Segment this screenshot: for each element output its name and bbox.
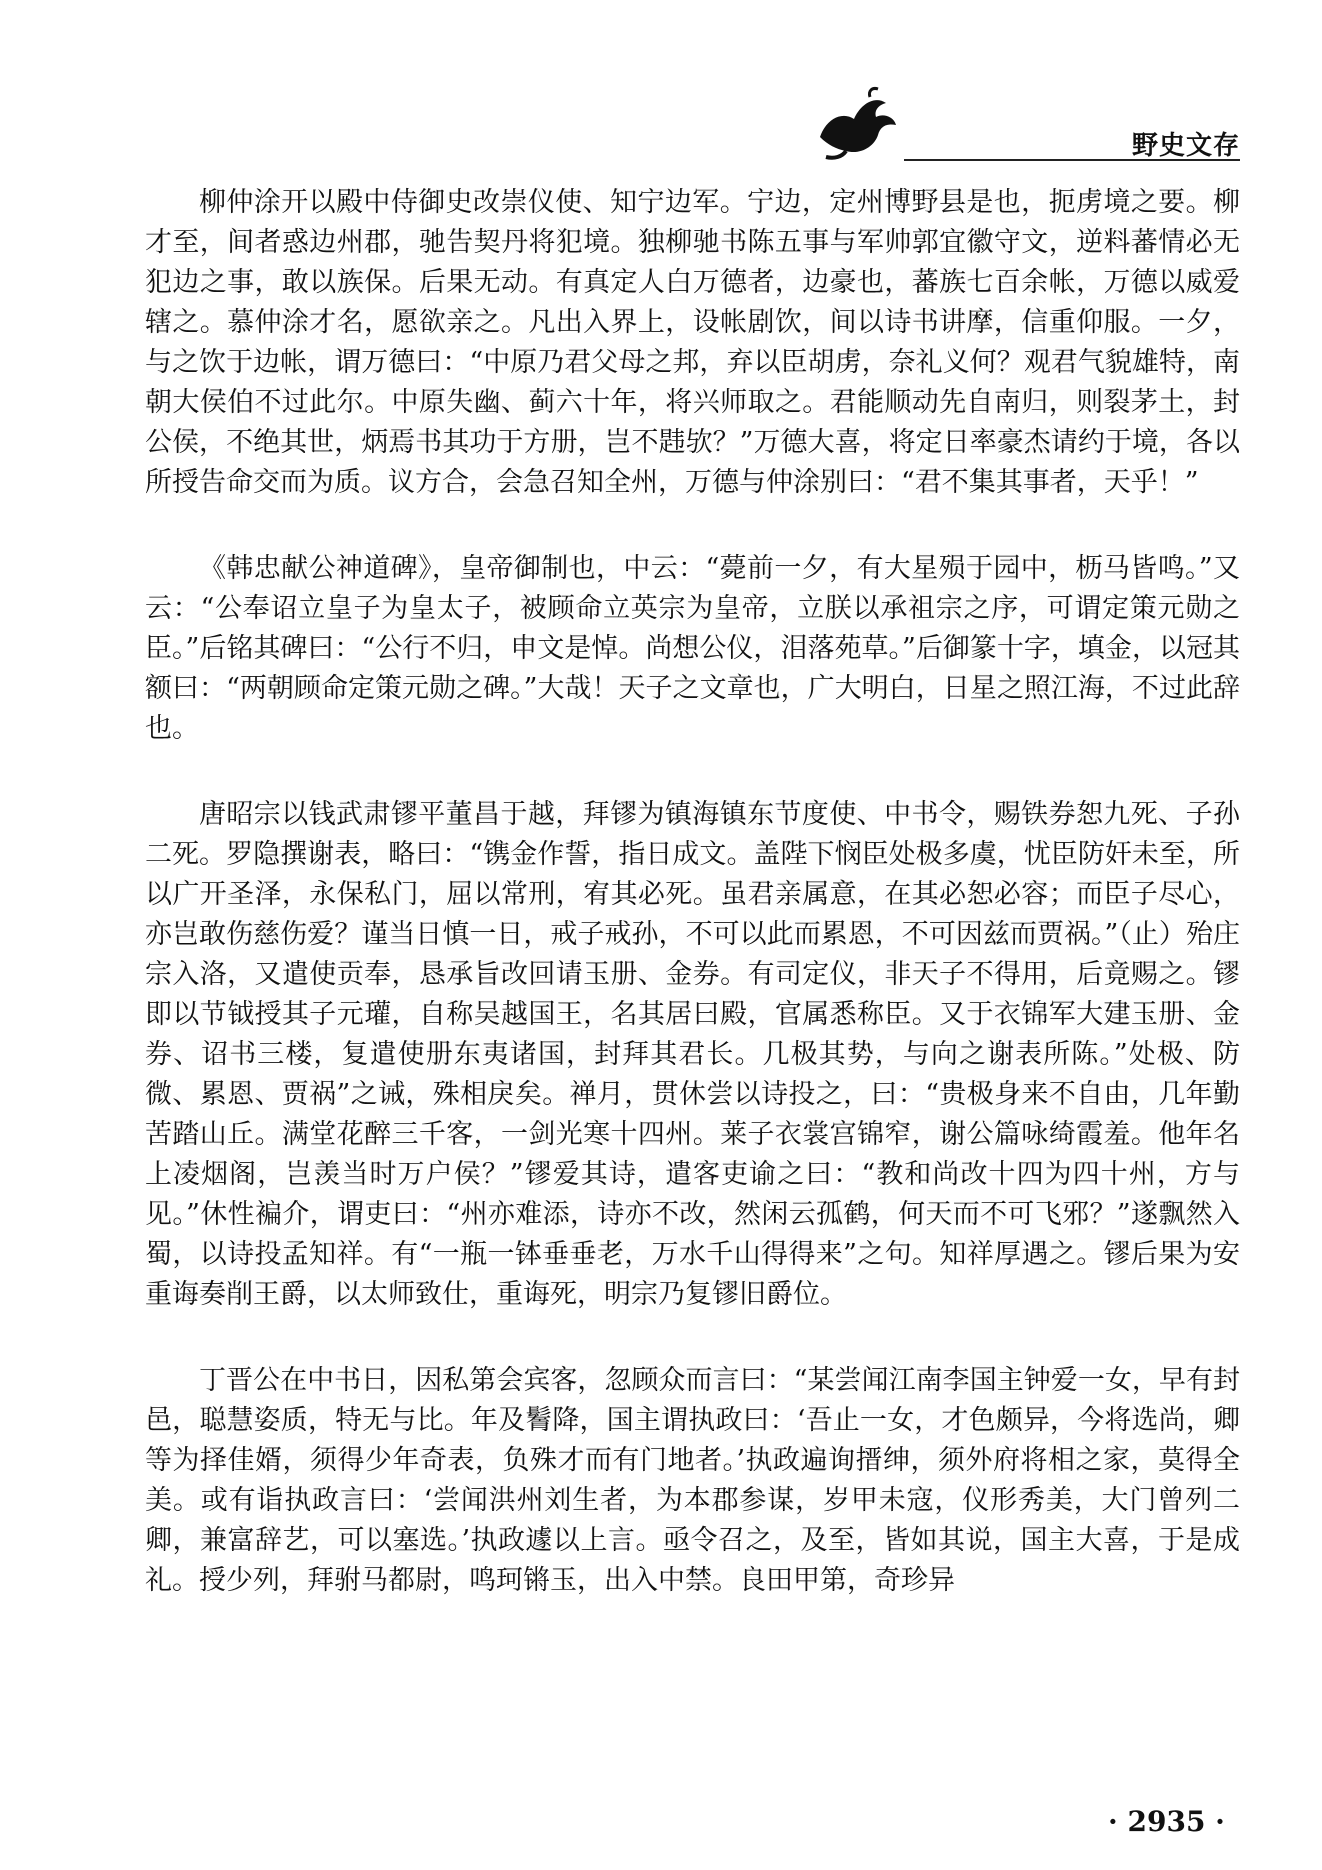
page-header xyxy=(812,85,1240,165)
dragon-emblem-icon xyxy=(812,85,904,165)
paragraph: 柳仲涂开以殿中侍御史改崇仪使、知宁边军。宁边，定州博野县是也，扼虏境之要。柳才至，间者惑边州郡，驰告契丹将犯境。独柳驰书陈五事与军帅郭宜徽守文，逆料蕃情必无犯边之事，敢以族保。后果无动。有真定人白万德者，边豪也，蕃族七百余帐，万德以威爱辖之。慕仲涂才名，愿欲亲之。凡出入界上，设帐剧饮，间以诗书讲摩，信重仰服。一夕，与之饮于边帐，谓万德曰：“中原乃君父母之邦，弃以臣胡虏，奈礼义何？观君气貌雄特，南朝大侯伯不过此尔。中原失幽、蓟六十年，将兴师取之。君能顺动先自南归，则裂茅土，封公侯，不绝其世，炳焉书其功于方册，岂不韪欤？”万德大喜，将定日率豪杰请约于境，各以所授告命交而为质。议方合，会急召知全州，万德与仲涂别曰：“君不集其事者，天乎！” xyxy=(145,187,1240,498)
page-number: · 2935 · xyxy=(1108,1805,1225,1838)
paragraph: 丁晋公在中书日，因私第会宾客，忽顾众而言曰：“某尝闻江南李国主钟爱一女，早有封邑，聪慧姿质，特无与比。年及鬌降，国主谓执政曰：‘吾止一女，才色颇异，今将选尚，卿等为择佳婿，须得少年奇表，负殊才而有门地者。’执政遍询搢绅，须外府将相之家，莫得全美。或有诣执政言曰：‘尝闻洪州刘生者，为本郡参谋，岁甲未寇，仪形秀美，大门曾列二卿，兼富辞艺，可以塞选。’执政遽以上言。亟令召之，及至，皆如其说，国主大喜，于是成礼。授少列，拜驸马都尉，鸣珂锵玉，出入中禁。良田甲第，奇珍异 xyxy=(145,1365,1240,1596)
paragraph: 《韩忠献公神道碑》，皇帝御制也，中云：“薨前一夕，有大星殒于园中，枥马皆鸣。”又云：“公奉诏立皇子为皇太子，被顾命立英宗为皇帝，立朕以承祖宗之序，可谓定策元勋之臣。”后铭其碑曰：“公行不归，申文是悼。尚想公仪，泪落苑草。”后御篆十字，填金，以冠其额曰：“两朝顾命定策元勋之碑。”大哉！天子之文章也，广大明白，日星之照江海，不过此辞也。 xyxy=(145,553,1240,744)
paragraph: 唐昭宗以钱武肃镠平董昌于越，拜镠为镇海镇东节度使、中书令，赐铁券恕九死、子孙二死。罗隐撰谢表，略曰：“镌金作誓，指日成文。盖陛下悯臣处极多虞，忧臣防奸未至，所以广开圣泽，永保私门，屈以常刑，宥其必死。虽君亲属意，在其必恕必容；而臣子尽心，亦岂敢伤慈伤爱？谨当日慎一日，戒子戒孙，不可以此而累恩，不可因兹而贾祸。”（止）殆庄宗入洛，又遣使贡奉，恳承旨改回请玉册、金券。有司定仪，非天子不得用，后竟赐之。镠即以节钺授其子元瓘，自称吴越国王，名其居曰殿，官属悉称臣。又于衣锦军大建玉册、金券、诏书三楼，复遣使册东夷诸国，封拜其君长。几极其势，与向之谢表所陈。”处极、防微、累恩、贾祸”之诫，殊相戾矣。禅月，贯休尝以诗投之，曰：“贵极身来不自由，几年勤苦踏山丘。满堂花醉三千客，一剑光寒十四州。莱子衣裳宫锦窄，谢公篇咏绮霞羞。他年名上凌烟阁，岂羡当时万户侯？”镠爱其诗，遣客吏谕之曰：“教和尚改十四为四十州，方与见。”休性褊介，谓吏曰：“州亦难添，诗亦不改，然闲云孤鹤，何天而不可飞邪？”遂飘然入蜀，以诗投孟知祥。有“一瓶一钵垂垂老，万水千山得得来”之句。知祥厚遇之。镠后果为安重诲奏削王爵，以太师致仕，重诲死，明宗乃复镠旧爵位。 xyxy=(145,799,1240,1310)
main-text xyxy=(145,183,1240,1647)
running-title: 野史文存 xyxy=(1131,131,1240,161)
header-rule xyxy=(904,159,1240,161)
